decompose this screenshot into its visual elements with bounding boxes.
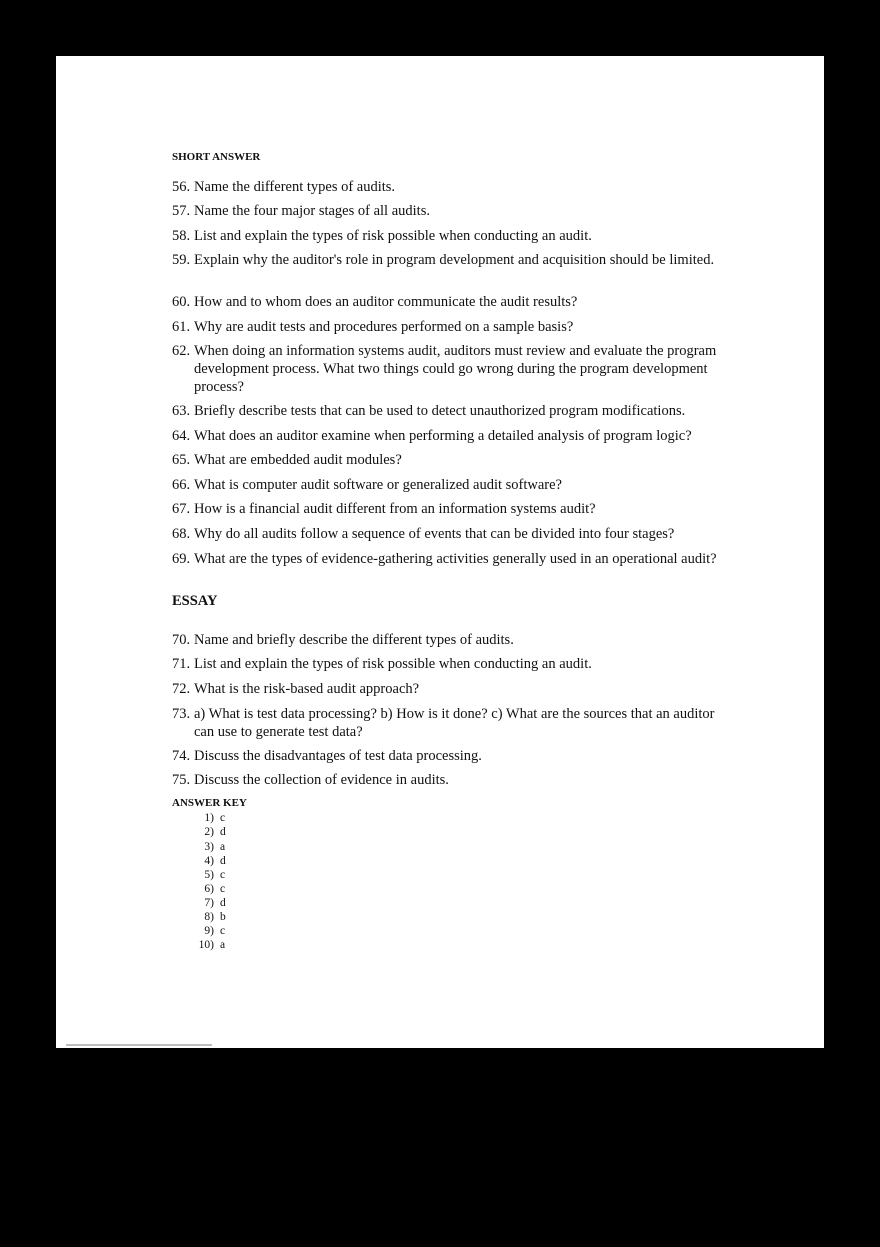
question-69	[172, 550, 732, 568]
footnote-divider	[66, 1044, 212, 1046]
question-number: 64.	[172, 428, 191, 444]
question-70	[172, 631, 732, 649]
document-page	[56, 56, 824, 1048]
question-74	[172, 747, 732, 765]
question-number: 63.	[172, 403, 191, 419]
question-text: What are the types of evidence-gathering activities generally used in an operational audit?	[194, 551, 717, 567]
answer-key-answer: c	[220, 812, 226, 824]
question-text: List and explain the types of risk possible when conducting an audit.	[194, 656, 592, 672]
question-text: Why do all audits follow a sequence of events that can be divided into four stages?	[194, 526, 675, 542]
question-64	[172, 427, 732, 445]
answer-key-answer: a	[220, 939, 226, 951]
answer-key-answer: b	[220, 911, 226, 923]
answer-key-number: 7)	[204, 897, 214, 909]
question-text: What does an auditor examine when performing a detailed analysis of program logic?	[194, 428, 692, 444]
answer-key-answer: c	[220, 883, 226, 895]
question-text: How is a financial audit different from an information systems audit?	[194, 501, 596, 517]
question-73	[172, 705, 732, 741]
question-number: 65.	[172, 452, 191, 468]
answer-key-item	[194, 811, 225, 825]
question-number: 61.	[172, 319, 191, 335]
question-number: 72.	[172, 681, 191, 697]
question-65	[172, 451, 732, 469]
answer-key-answer: d	[220, 855, 226, 867]
answer-key-answer: d	[220, 826, 226, 838]
answer-key-number: 5)	[204, 869, 214, 881]
answer-key-heading: ANSWER KEY	[172, 797, 247, 809]
answer-key-answer: d	[220, 897, 226, 909]
answer-key-number: 4)	[204, 855, 214, 867]
question-number: 58.	[172, 228, 191, 244]
answer-key-item	[194, 882, 225, 896]
question-67	[172, 500, 732, 518]
question-number: 56.	[172, 179, 191, 195]
question-text: Briefly describe tests that can be used to detect unauthorized program modifications.	[194, 403, 686, 419]
question-number: 66.	[172, 477, 191, 493]
answer-key-number: 3)	[204, 841, 214, 853]
answer-key-item	[194, 896, 226, 910]
question-75	[172, 771, 732, 789]
question-number: 75.	[172, 772, 191, 788]
question-number: 71.	[172, 656, 191, 672]
question-number: 57.	[172, 203, 191, 219]
answer-key-number: 1)	[204, 812, 214, 824]
question-text: Why are audit tests and procedures performed on a sample basis?	[194, 319, 574, 335]
answer-key-number: 6)	[204, 883, 214, 895]
question-number: 73.	[172, 706, 191, 722]
answer-key-number: 10)	[198, 939, 214, 951]
answer-key-item	[194, 854, 226, 868]
question-text: Name the different types of audits.	[194, 179, 396, 195]
question-68	[172, 525, 732, 543]
question-number: 74.	[172, 748, 191, 764]
answer-key-answer: c	[220, 925, 226, 937]
question-text: Name the four major stages of all audits.	[194, 203, 430, 219]
answer-key-number: 9)	[204, 925, 214, 937]
question-text: Name and briefly describe the different types of audits.	[194, 632, 514, 648]
question-number: 60.	[172, 294, 191, 310]
question-text: What is computer audit software or generalized audit software?	[194, 477, 562, 493]
question-text: What are embedded audit modules?	[194, 452, 402, 468]
question-text: How and to whom does an auditor communicate the audit results?	[194, 294, 578, 310]
answer-key-item	[194, 868, 225, 882]
answer-key-item	[194, 938, 225, 952]
question-number: 62.	[172, 343, 191, 359]
answer-key-item	[194, 825, 226, 839]
question-56	[172, 178, 732, 196]
question-59	[172, 251, 732, 269]
answer-key-item	[194, 910, 226, 924]
question-number: 59.	[172, 252, 191, 268]
question-number: 69.	[172, 551, 191, 567]
question-61	[172, 318, 732, 336]
question-66	[172, 476, 732, 494]
question-57	[172, 202, 732, 220]
question-text: Discuss the disadvantages of test data processing.	[194, 748, 482, 764]
question-text: When doing an information systems audit, auditors must review and evaluate the program development process. What two things could go wrong during the program development process?	[194, 343, 717, 395]
question-58	[172, 227, 732, 245]
essay-heading: ESSAY	[172, 593, 218, 609]
answer-key-number: 2)	[204, 826, 214, 838]
question-60	[172, 293, 732, 311]
question-62	[172, 342, 732, 396]
question-text: What is the risk-based audit approach?	[194, 681, 420, 697]
question-number: 70.	[172, 632, 191, 648]
question-number: 68.	[172, 526, 191, 542]
question-63	[172, 402, 732, 420]
answer-key-item	[194, 840, 225, 854]
answer-key-item	[194, 924, 225, 938]
answer-key-answer: a	[220, 841, 226, 853]
question-72	[172, 680, 732, 698]
question-text: Explain why the auditor's role in program development and acquisition should be limited.	[194, 252, 715, 268]
question-text: Discuss the collection of evidence in audits.	[194, 772, 449, 788]
short-answer-heading: SHORT ANSWER	[172, 151, 261, 163]
question-text: a) What is test data processing? b) How is it done? c) What are the sources that an auditor can use to generate test data?	[194, 706, 715, 740]
question-71	[172, 655, 732, 673]
question-text: List and explain the types of risk possible when conducting an audit.	[194, 228, 592, 244]
question-number: 67.	[172, 501, 191, 517]
answer-key-answer: c	[220, 869, 226, 881]
answer-key-number: 8)	[204, 911, 214, 923]
